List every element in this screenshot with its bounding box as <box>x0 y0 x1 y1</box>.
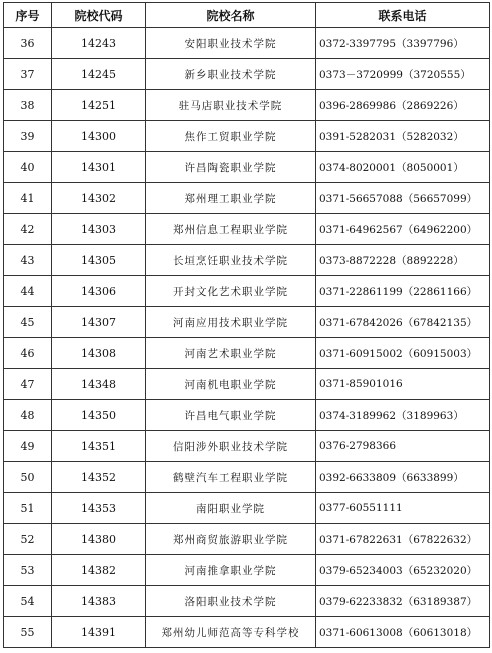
cell-college-name: 河南艺术职业学院 <box>146 338 316 369</box>
table-row <box>4 307 490 338</box>
cell-college-name: 河南推拿职业学院 <box>146 555 316 586</box>
cell-college-code: 14303 <box>52 214 146 245</box>
cell-serial-number: 52 <box>4 524 52 555</box>
cell-serial-number: 37 <box>4 59 52 90</box>
table-row <box>4 152 490 183</box>
cell-serial-number: 53 <box>4 555 52 586</box>
table-header-row <box>4 3 490 28</box>
cell-college-code: 14391 <box>52 617 146 648</box>
table-row <box>4 28 490 59</box>
cell-contact-phone: 0371-60613008（60613018） <box>316 617 490 648</box>
cell-college-name: 洛阳职业技术学院 <box>146 586 316 617</box>
cell-contact-phone: 0374-3189962（3189963） <box>316 400 490 431</box>
cell-college-name: 郑州商贸旅游职业学院 <box>146 524 316 555</box>
table-row <box>4 59 490 90</box>
cell-college-name: 安阳职业技术学院 <box>146 28 316 59</box>
cell-college-code: 14301 <box>52 152 146 183</box>
table-row <box>4 90 490 121</box>
cell-college-code: 14383 <box>52 586 146 617</box>
cell-college-name: 河南应用技术职业学院 <box>146 307 316 338</box>
cell-college-name: 信阳涉外职业技术学院 <box>146 431 316 462</box>
cell-contact-phone: 0396-2869986（2869226） <box>316 90 490 121</box>
cell-contact-phone: 0371-22861199（22861166） <box>316 276 490 307</box>
cell-college-code: 14380 <box>52 524 146 555</box>
table-row <box>4 400 490 431</box>
cell-serial-number: 43 <box>4 245 52 276</box>
cell-college-name: 驻马店职业技术学院 <box>146 90 316 121</box>
cell-serial-number: 54 <box>4 586 52 617</box>
table-body <box>4 28 490 648</box>
table-row <box>4 245 490 276</box>
cell-contact-phone: 0392-6633809（6633899） <box>316 462 490 493</box>
cell-college-code: 14302 <box>52 183 146 214</box>
cell-college-code: 14307 <box>52 307 146 338</box>
cell-college-name: 南阳职业学院 <box>146 493 316 524</box>
cell-college-code: 14308 <box>52 338 146 369</box>
cell-serial-number: 46 <box>4 338 52 369</box>
cell-college-code: 14352 <box>52 462 146 493</box>
cell-contact-phone: 0391-5282031（5282032） <box>316 121 490 152</box>
header-college-code: 院校代码 <box>52 3 146 28</box>
cell-college-code: 14300 <box>52 121 146 152</box>
cell-college-code: 14353 <box>52 493 146 524</box>
cell-college-name: 新乡职业技术学院 <box>146 59 316 90</box>
table-row <box>4 338 490 369</box>
cell-college-name: 郑州信息工程职业学院 <box>146 214 316 245</box>
cell-contact-phone: 0374-8020001（8050001） <box>316 152 490 183</box>
cell-college-code: 14245 <box>52 59 146 90</box>
cell-college-name: 河南机电职业学院 <box>146 369 316 400</box>
table-row <box>4 431 490 462</box>
cell-contact-phone: 0373-8872228（8892228） <box>316 245 490 276</box>
table-row <box>4 369 490 400</box>
table-row <box>4 183 490 214</box>
table-row <box>4 462 490 493</box>
cell-serial-number: 44 <box>4 276 52 307</box>
table-row <box>4 586 490 617</box>
cell-college-name: 许昌电气职业学院 <box>146 400 316 431</box>
cell-college-code: 14251 <box>52 90 146 121</box>
cell-serial-number: 42 <box>4 214 52 245</box>
cell-serial-number: 36 <box>4 28 52 59</box>
cell-contact-phone: 0376-2798366 <box>316 431 490 462</box>
cell-serial-number: 45 <box>4 307 52 338</box>
cell-serial-number: 49 <box>4 431 52 462</box>
cell-college-code: 14382 <box>52 555 146 586</box>
cell-contact-phone: 0371-56657088（56657099） <box>316 183 490 214</box>
cell-serial-number: 50 <box>4 462 52 493</box>
cell-college-code: 14243 <box>52 28 146 59</box>
cell-college-code: 14305 <box>52 245 146 276</box>
cell-contact-phone: 0373－3720999（3720555） <box>316 59 490 90</box>
cell-serial-number: 39 <box>4 121 52 152</box>
cell-serial-number: 55 <box>4 617 52 648</box>
cell-serial-number: 41 <box>4 183 52 214</box>
cell-college-name: 许昌陶瓷职业学院 <box>146 152 316 183</box>
cell-contact-phone: 0371-67842026（67842135） <box>316 307 490 338</box>
cell-college-name: 开封文化艺术职业学院 <box>146 276 316 307</box>
table-row <box>4 617 490 648</box>
cell-contact-phone: 0371-85901016 <box>316 369 490 400</box>
cell-serial-number: 48 <box>4 400 52 431</box>
cell-contact-phone: 0377-60551111 <box>316 493 490 524</box>
cell-contact-phone: 0371-64962567（64962200） <box>316 214 490 245</box>
cell-serial-number: 40 <box>4 152 52 183</box>
header-college-name: 院校名称 <box>146 3 316 28</box>
table-row <box>4 121 490 152</box>
cell-college-name: 焦作工贸职业学院 <box>146 121 316 152</box>
cell-college-code: 14351 <box>52 431 146 462</box>
header-serial-number: 序号 <box>4 3 52 28</box>
cell-serial-number: 51 <box>4 493 52 524</box>
cell-college-name: 长垣烹饪职业技术学院 <box>146 245 316 276</box>
cell-serial-number: 47 <box>4 369 52 400</box>
table-row <box>4 524 490 555</box>
cell-contact-phone: 0371-60915002（60915003） <box>316 338 490 369</box>
cell-college-name: 鹤壁汽车工程职业学院 <box>146 462 316 493</box>
cell-contact-phone: 0379-65234003（65232020） <box>316 555 490 586</box>
cell-contact-phone: 0379-62233832（63189387） <box>316 586 490 617</box>
cell-college-name: 郑州理工职业学院 <box>146 183 316 214</box>
cell-contact-phone: 0371-67822631（67822632） <box>316 524 490 555</box>
table-row <box>4 276 490 307</box>
table-row <box>4 493 490 524</box>
college-contact-table <box>3 2 490 648</box>
table-row <box>4 555 490 586</box>
cell-college-code: 14306 <box>52 276 146 307</box>
cell-contact-phone: 0372-3397795（3397796） <box>316 28 490 59</box>
header-contact-phone: 联系电话 <box>316 3 490 28</box>
table-row <box>4 214 490 245</box>
cell-serial-number: 38 <box>4 90 52 121</box>
cell-college-code: 14350 <box>52 400 146 431</box>
cell-college-code: 14348 <box>52 369 146 400</box>
cell-college-name: 郑州幼儿师范高等专科学校 <box>146 617 316 648</box>
